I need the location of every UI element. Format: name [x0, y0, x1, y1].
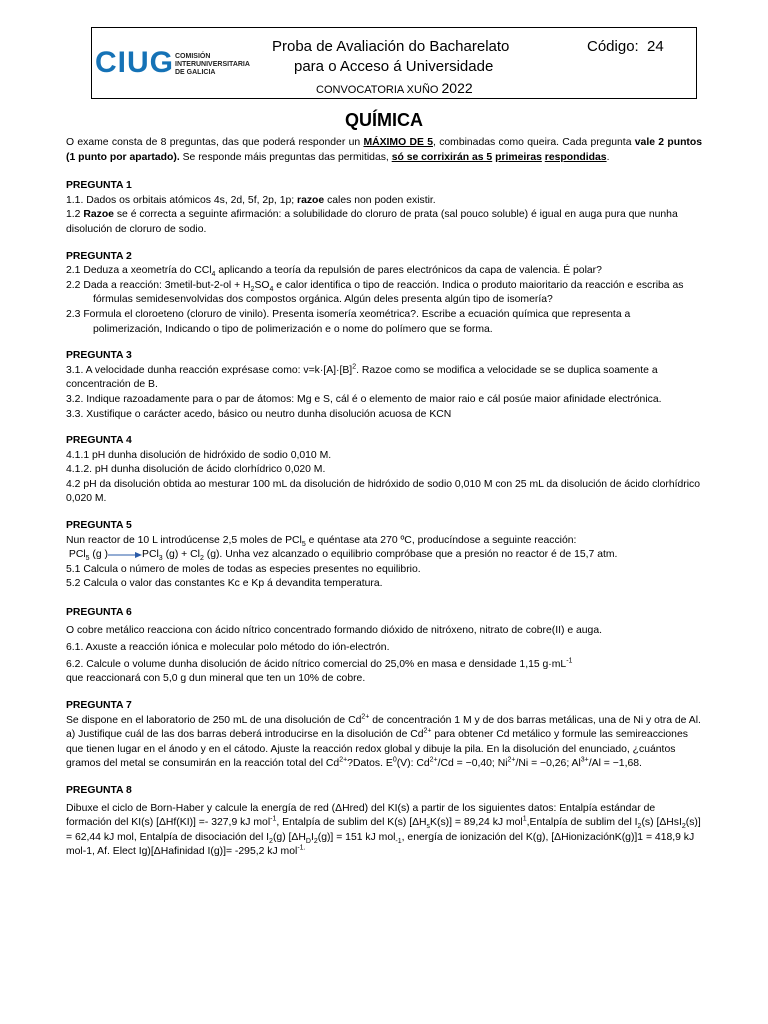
logo-caption [175, 53, 265, 77]
part-text: , Entalpía de disociación del I [133, 831, 270, 843]
instructions [66, 136, 702, 165]
part-text: 3.1. A velocidade dunha reacción exprésase como: v=k·[A]·[B] [66, 364, 353, 376]
part-text: K(s)] = 89,24 kJ mol [430, 817, 523, 829]
part-text: (s) [ΔHsI [641, 817, 682, 829]
question-title: PREGUNTA 5 [66, 520, 132, 532]
question-title: PREGUNTA 2 [66, 250, 132, 262]
subscript: -1 [395, 837, 402, 845]
subscript: D [305, 837, 311, 845]
part-text: se é correcta a seguinte afirmación: a solubilidade do cloruro de prata (sal pouco soluble) é igual en auga pura que nunha disolución de cloruro de sodio. [66, 209, 678, 235]
intro-text: Se responde máis preguntas das permitidas, [179, 151, 392, 163]
eq-text: PCl [68, 549, 86, 561]
question-part: 4.1.1 pH dunha disolución de hidróxido de sodio 0,010 M. [66, 449, 332, 461]
question-8 [66, 784, 702, 860]
superscript: 2+ [339, 756, 348, 764]
part-text: , Entalpía de sublim del K(s) [ΔH [276, 817, 427, 829]
question-title: PREGUNTA 6 [66, 607, 132, 619]
exam-title-line2: para o Acceso á Universidade [294, 58, 494, 75]
question-part [66, 279, 702, 308]
subscript: 4 [269, 285, 274, 293]
ciug-logo [95, 46, 260, 80]
reaction-arrow-icon [108, 551, 142, 559]
part-text: Dibuxe el ciclo de Born-Haber y calcule la energía de red (ΔHred) del KI(s) a partir de los siguientes datos: Entalpía estándar de formación del KI(s) [ΔHf(KI)] =- 327,9 kJ mol [66, 802, 656, 829]
superscript: 2 [352, 363, 357, 371]
logo-line: DE GALICIA [175, 69, 216, 76]
subscript: 2 [313, 837, 318, 845]
part-text: Se dispone en el laboratorio de 250 mL de una disolución de Cd [66, 714, 362, 726]
subscript: 2 [269, 837, 273, 845]
exam-header [91, 27, 697, 99]
part-text: de concentración 1 M y de dos barras metálicas, una de Ni y otra de Al. a) Justifique cuál de las dos barras deberá introducirse en la disolución de Cd [66, 714, 701, 741]
subscript: 5 [301, 540, 306, 548]
question-1 [66, 179, 702, 237]
part-text: /Al = −1,68. [588, 758, 642, 770]
logo-acronym: CIUG [95, 46, 174, 79]
question-part: 4.2 pH da disolución obtida ao mesturar 100 mL da disolución de hidróxido de sodio 0,010 M con 25 mL da disolución de ácido clorhídrico 0,020 M. [66, 478, 701, 505]
superscript: -1 [270, 815, 277, 823]
question-6 [66, 606, 702, 687]
intro-answered: respondidas [544, 151, 607, 163]
part-text: cales non poden existir. [324, 194, 436, 206]
intro-first: primeiras [495, 151, 542, 163]
eq-text: (g). [203, 549, 223, 561]
part-text: /Ni = −0,26; Al [515, 758, 581, 770]
call-year: 2022 [441, 80, 473, 96]
question-4 [66, 434, 702, 507]
part-text: I [310, 831, 314, 843]
eq-text: PCl [142, 549, 159, 561]
intro-only: só se corrixirán as 5 [391, 151, 493, 163]
question-title: PREGUNTA 1 [66, 180, 132, 192]
exam-title-line1: Proba de Avaliación do Bacharelato [272, 38, 510, 55]
subscript: 5 [85, 555, 90, 563]
superscript: -1. [297, 844, 306, 852]
part-text: para obtener Cd metálico y formule las semireacciones que tienen lugar en el ánodo y en el cátodo. Ajuste la reacción redox global y dibuje la pila. En la disolución del enunciado, ¿cuántos gramos del metal se consumirán en la reacción total del Cd [66, 729, 688, 770]
part-text: 2.2 Dada a reacción: 3metil-but-2-ol + H [66, 279, 251, 291]
exam-code [587, 38, 664, 55]
question-part: 4.1.2. pH dunha disolución de ácido clorhídrico 0,020 M. [66, 464, 326, 476]
question-part: 5.1 Calcula o número de moles de todas as especies presentes no equilibrio. [66, 563, 421, 575]
call-text: CONVOCATORIA XUÑO [316, 84, 439, 96]
intro-value: vale 2 puntos (1 punto por apartado). [66, 137, 703, 163]
part-text: (V): Cd [396, 758, 430, 770]
subscript: 4 [211, 271, 216, 279]
exam-content [66, 136, 702, 860]
subscript: s [426, 823, 431, 831]
question-part: 5.2 Calcula o valor das constantes Kc e Kp á devandita temperatura. [66, 578, 383, 590]
subscript: 2 [681, 823, 686, 831]
eq-text: (g ) [89, 549, 109, 561]
question-title: PREGUNTA 3 [66, 350, 132, 362]
question-part: 3.3. Xustifique o carácter acedo, básico ou neutro dunha disolución acuosa de KCN [66, 408, 452, 420]
code-value: 24 [647, 38, 664, 55]
superscript: 0 [392, 756, 397, 764]
superscript: 2+ [429, 756, 438, 764]
question-part [66, 264, 702, 279]
part-text: /Cd = −0,40; Ni [437, 758, 508, 770]
question-title: PREGUNTA 7 [66, 700, 132, 711]
question-part [66, 208, 702, 237]
eq-text: (g) + Cl [162, 549, 200, 561]
subscript: 3 [158, 555, 163, 563]
part-text: (g) [ΔH [272, 831, 306, 843]
subscript: 2 [637, 823, 642, 831]
reaction-equation [66, 548, 702, 563]
part-text: . Razoe como se modifica a velocidade se se duplica soamente a concentración de B. [66, 364, 658, 391]
part-emph: razoe [297, 194, 325, 206]
superscript: -1 [566, 657, 573, 665]
subscript: 2 [199, 555, 204, 563]
part-text: 6.2. Calcule o volume dunha disolución de ácido nítrico comercial do 25,0% en masa e densidade 1,15 g·mL [66, 658, 567, 670]
subject-title: QUÍMICA [345, 110, 423, 130]
question-7 [66, 699, 702, 772]
part-text: 1.2 [66, 209, 84, 221]
part-text: 1.1. Dados os orbitais atómicos 4s, 2d, 5f, 2p, 1p; [66, 194, 298, 206]
part-text: aplicando a teoría da repulsión de pares electrónicos da capa de valencia. É polar? [215, 265, 602, 277]
part-emph: Razoe [83, 209, 114, 221]
question-title: PREGUNTA 8 [66, 784, 132, 796]
code-label: Código: [587, 38, 639, 55]
question-title: PREGUNTA 4 [66, 435, 132, 447]
question-part [66, 658, 702, 687]
question-statement [66, 714, 702, 772]
question-part [66, 534, 702, 549]
part-text: e quéntase ata 270 ºC, producíndose a seguinte reacción: [305, 534, 577, 546]
part-text: e calor identifica o tipo de reacción. Indica o produto maioritario da reacción e escriba as fórmulas semidesenvolvidas dos compostos orgánica. Algún deles presenta algún tipo de isomería? [93, 279, 684, 306]
question-part: 2.3 Formula el cloroeteno (cloruro de vinilo). Presenta isomería xeométrica?. Escribe a ecuación química que representa a polimerización, Indicando o tipo de polimerización e o nome do polímero que se forma. [66, 308, 631, 335]
question-5 [66, 519, 702, 592]
part-text: , energía de ionización del K(g), [ΔHionizaciónK(g)]1 = 418,9 kJ mol-1, Af. Elect Ig)[ΔHafinidad I(g)]= -295,2 kJ mol [66, 831, 695, 858]
intro-max: MÁXIMO DE 5 [363, 137, 433, 148]
superscript: 2+ [507, 756, 516, 764]
logo-line: INTERUNIVERSITARIA [175, 61, 250, 68]
intro-text: O exame consta de 8 preguntas, das que poderá responder un [66, 137, 364, 148]
part-text: (s)] = 62,44 kJ mol [66, 817, 701, 843]
question-part: 3.2. Indique razoadamente para o par de átomos: Mg e S, cál é o elemento de maior raio e cál posúe maior afinidade electrónica. [66, 393, 662, 405]
part-text: (g)] = 151 kJ mol [317, 831, 396, 843]
intro-text: . [606, 151, 610, 163]
question-part: 6.1. Axuste a reacción iónica e molecular polo método do ión-electrón. [66, 642, 390, 654]
intro-text: , combinadas como queira. Cada pregunta [433, 137, 635, 148]
question-part [66, 194, 702, 209]
part-text: Nun reactor de 10 L introdúcense 2,5 moles de PCl [66, 534, 302, 546]
superscript: 2+ [423, 727, 432, 735]
exam-call [316, 80, 473, 96]
question-2 [66, 250, 702, 338]
part-text: SO [254, 279, 270, 291]
question-3 [66, 349, 702, 422]
part-text: ,Entalpía de sublim del I [526, 817, 638, 829]
question-statement: O cobre metálico reacciona con ácido nítrico concentrado formando dióxido de nitróxeno, nitrato de cobre(II) e auga. [66, 624, 603, 636]
part-text: que reaccionará con 5,0 g dun mineral que ten un 10% de cobre. [66, 673, 366, 685]
part-text: ?Datos. E [347, 758, 393, 770]
superscript: 1 [522, 815, 527, 823]
logo-line: COMISIÓN [175, 53, 211, 60]
question-statement [66, 802, 702, 860]
question-part [66, 364, 702, 393]
eq-text: Unha vez alcanzado o equilibrio compróbase que a presión no reactor é de 15,7 atm. [222, 549, 618, 561]
superscript: 2+ [361, 713, 370, 721]
subscript: 2 [250, 285, 255, 293]
part-text: 2.1 Deduza a xeometría do CCl [66, 265, 212, 277]
superscript: 3+ [580, 756, 589, 764]
